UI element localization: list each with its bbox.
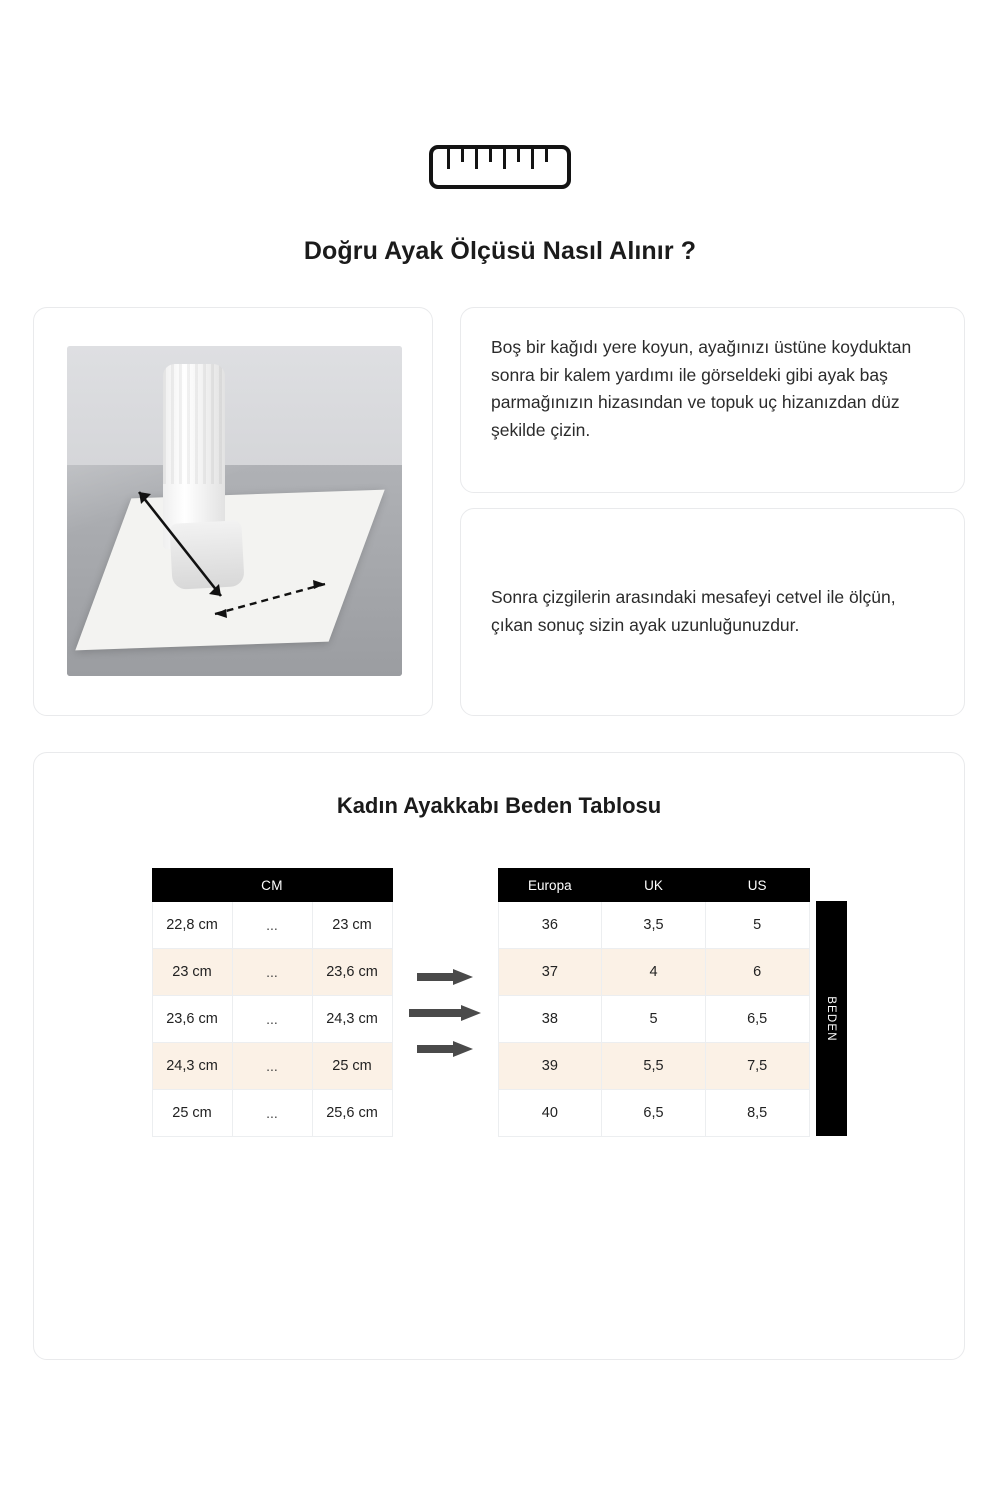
cm-from: 24,3 cm [152, 1043, 232, 1090]
uk-size: 5 [602, 996, 706, 1043]
table-row [152, 1043, 392, 1090]
column-header-us: US [705, 869, 809, 902]
uk-size: 6,5 [602, 1090, 706, 1137]
table-row [498, 949, 809, 996]
table-row [498, 1090, 809, 1137]
page-title: Doğru Ayak Ölçüsü Nasıl Alınır ? [303, 237, 697, 265]
cm-separator: ... [232, 902, 312, 949]
column-header-uk: UK [602, 869, 706, 902]
beden-side-label [816, 901, 847, 1136]
cm-table [152, 868, 393, 1137]
cm-from: 23 cm [152, 949, 232, 996]
table-row [498, 1043, 809, 1090]
us-size: 6 [705, 949, 809, 996]
ruler-icon-wrapper [0, 145, 1000, 189]
us-size: 7,5 [705, 1043, 809, 1090]
cm-to: 25,6 cm [312, 1090, 392, 1137]
beden-side-label-text: BEDEN [825, 995, 837, 1042]
arrow-right-icon [417, 1041, 473, 1056]
size-table-title: Kadın Ayakkabı Beden Tablosu [336, 793, 662, 818]
cm-from: 25 cm [152, 1090, 232, 1137]
uk-size: 3,5 [602, 902, 706, 949]
size-conversion-table [498, 868, 810, 1137]
uk-size: 4 [602, 949, 706, 996]
eu-size: 37 [498, 949, 602, 996]
us-size: 5 [705, 902, 809, 949]
foot-measurement-photo [67, 346, 402, 676]
cm-to: 24,3 cm [312, 996, 392, 1043]
arrow-right-icon [417, 969, 473, 984]
us-size: 6,5 [705, 996, 809, 1043]
instruction-card-step-1 [460, 307, 965, 493]
cm-to: 23,6 cm [312, 949, 392, 996]
measurement-arrows-icon [67, 346, 402, 676]
size-tables-wrapper [34, 868, 964, 1137]
instruction-text-step-1: Boş bir kağıdı yere koyun, ayağınızı üstüne koyduktan sonra bir kalem yardımı ile görseldeki gibi ayak baş parmağınızın hizasından ve topuk uç hizanızdan düz şekilde çizin. [491, 337, 912, 440]
cm-separator: ... [232, 1090, 312, 1137]
size-table-card [33, 752, 965, 1360]
cm-table-header: CM [152, 869, 392, 902]
instruction-card-step-2 [460, 508, 965, 716]
column-header-europa: Europa [498, 869, 602, 902]
uk-size: 5,5 [602, 1043, 706, 1090]
table-row [498, 902, 809, 949]
cm-from: 23,6 cm [152, 996, 232, 1043]
table-row [152, 902, 392, 949]
instruction-text-step-2: Sonra çizgilerin arasındaki mesafeyi cetvel ile ölçün, çıkan sonuç sizin ayak uzunluğunuzdur. [491, 587, 896, 635]
table-row [152, 1090, 392, 1137]
ruler-icon [429, 145, 571, 189]
eu-size: 38 [498, 996, 602, 1043]
cm-to: 23 cm [312, 902, 392, 949]
eu-size: 36 [498, 902, 602, 949]
cm-from: 22,8 cm [152, 902, 232, 949]
measurement-photo-card [33, 307, 433, 716]
table-row [152, 949, 392, 996]
table-row [152, 996, 392, 1043]
cm-separator: ... [232, 996, 312, 1043]
cm-separator: ... [232, 949, 312, 996]
eu-size: 40 [498, 1090, 602, 1137]
cm-to: 25 cm [312, 1043, 392, 1090]
cm-separator: ... [232, 1043, 312, 1090]
conversion-arrows [393, 868, 498, 1136]
eu-size: 39 [498, 1043, 602, 1090]
us-size: 8,5 [705, 1090, 809, 1137]
arrow-right-icon [409, 1005, 481, 1020]
table-row [498, 996, 809, 1043]
